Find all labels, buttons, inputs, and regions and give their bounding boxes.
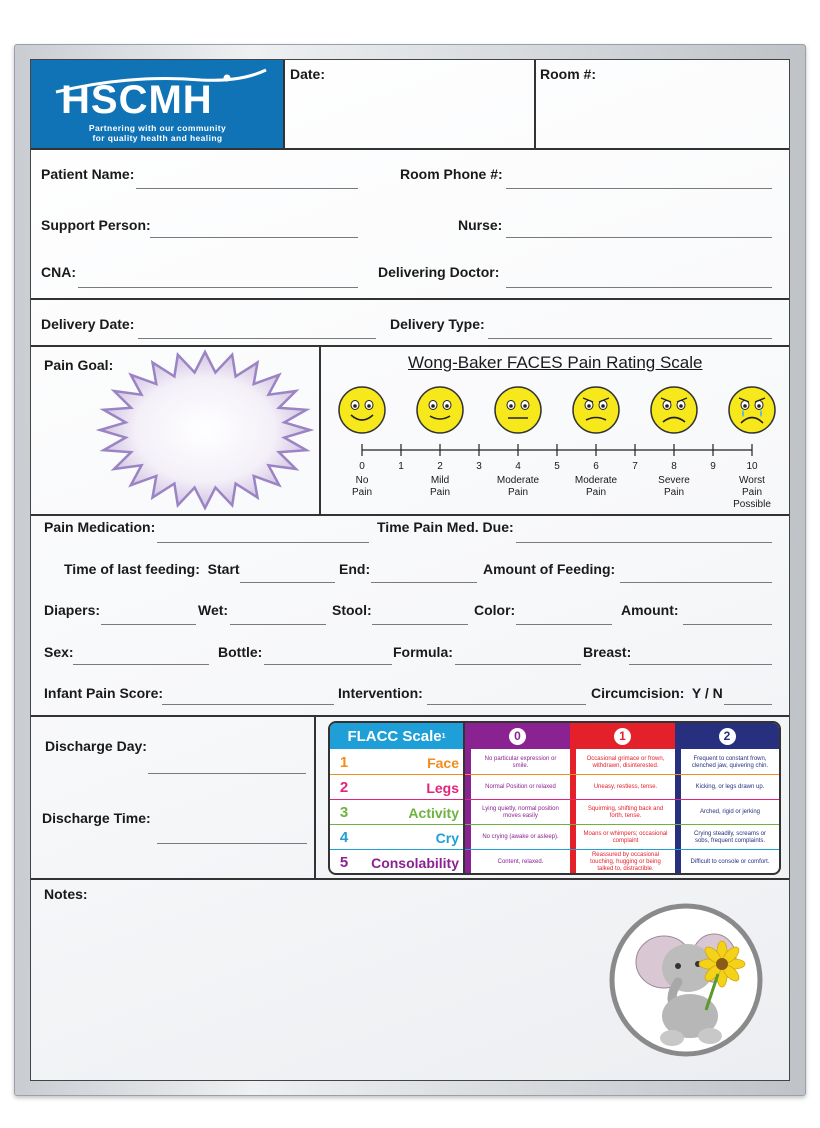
room-phone-label: Room Phone #: <box>400 166 503 182</box>
scale-tick-label: 2 <box>437 461 443 472</box>
elephant-sticker <box>606 900 766 1060</box>
flacc-cell: Moans or whimpers; occasional complaint <box>583 830 668 844</box>
feeding-start-line[interactable] <box>240 582 335 583</box>
flacc-cell: Uneasy, restless, tense. <box>593 784 658 790</box>
sex-label: Sex: <box>44 644 74 660</box>
pain-medication-line[interactable] <box>157 542 369 543</box>
logo-tagline-2: for quality health and healing <box>92 133 223 143</box>
scale-descriptor: Worst Pain Possible <box>733 475 771 510</box>
hscmh-logo <box>31 60 284 148</box>
scale-tick-label: 7 <box>632 461 638 472</box>
scale-tick-label: 10 <box>746 461 758 472</box>
sex-line[interactable] <box>73 664 209 665</box>
intervention-line[interactable] <box>427 704 586 705</box>
amount-feeding-label: Amount of Feeding: <box>483 561 616 577</box>
logo-tagline-1: Partnering with our community <box>88 123 227 133</box>
amount-feeding-line[interactable] <box>620 582 772 583</box>
flacc-col-2: 2 <box>675 723 779 749</box>
discharge-time-label: Discharge Time: <box>42 810 151 826</box>
bottle-label: Bottle: <box>218 644 263 660</box>
flacc-col-0: 0 <box>465 723 570 749</box>
flacc-cell: Occasional grimace or frown, withdrawn, disinterested. <box>586 755 665 769</box>
pain-face-2 <box>415 385 465 435</box>
time-pain-med-due-label: Time Pain Med. Due: <box>377 519 514 535</box>
flacc-cell: Squirming, shifting back and forth, tense. <box>587 805 664 819</box>
pain-face-8 <box>649 385 699 435</box>
pain-face-4 <box>493 385 543 435</box>
flacc-cell: Frequent to constant frown, clenched jaw, quivering chin. <box>691 755 769 769</box>
support-person-label: Support Person: <box>41 217 151 233</box>
nurse-line[interactable] <box>506 237 772 238</box>
flacc-cell: No crying (awake or asleep). <box>482 834 559 840</box>
scale-tick-label: 5 <box>554 461 560 472</box>
scale-tick-label: 6 <box>593 461 599 472</box>
pain-face-0 <box>337 385 387 435</box>
wet-line[interactable] <box>230 624 326 625</box>
wong-baker-title: Wong-Baker FACES Pain Rating Scale <box>408 353 703 372</box>
discharge-day-label: Discharge Day: <box>45 738 147 754</box>
pain-medication-label: Pain Medication: <box>44 519 156 535</box>
pain-face-6 <box>571 385 621 435</box>
scale-descriptor: No Pain <box>351 475 372 498</box>
notes-label: Notes: <box>44 886 88 902</box>
scale-tick-label: 0 <box>359 461 365 472</box>
intervention-label: Intervention: <box>338 685 423 701</box>
flacc-cell: Crying steadily, screams or sobs, frequent complaints. <box>694 830 766 844</box>
wet-label: Wet: <box>198 602 229 618</box>
flacc-row-legs: 2 Legs <box>339 779 459 796</box>
circumcision-label: Circumcision: Y / N <box>591 685 723 701</box>
bottle-line[interactable] <box>264 664 392 665</box>
formula-line[interactable] <box>455 664 581 665</box>
flacc-cell: Reassured by occasional touching, hugging or being talked to, distractible. <box>590 852 661 872</box>
flacc-title: FLACC Scale 1 <box>330 723 463 749</box>
infant-pain-score-label: Infant Pain Score: <box>44 685 164 701</box>
amount-label: Amount: <box>621 602 679 618</box>
flacc-cell: Arched, rigid or jerking <box>699 809 761 815</box>
flacc-cell: Difficult to console or comfort. <box>690 859 770 865</box>
flacc-col-1: 1 <box>570 723 675 749</box>
scale-tick-label: 3 <box>476 461 482 472</box>
discharge-time-line[interactable] <box>157 843 307 844</box>
flacc-scale-table <box>328 721 781 875</box>
feeding-end-label: End: <box>339 561 371 577</box>
stool-line[interactable] <box>372 624 468 625</box>
patient-name-label: Patient Name: <box>41 166 135 182</box>
scale-descriptor: Moderate Pain <box>496 475 540 498</box>
date-label: Date: <box>290 66 326 82</box>
room-phone-line[interactable] <box>506 188 772 189</box>
flacc-cell: No particular expression or smile. <box>484 755 557 769</box>
flacc-row-face: 1 Face <box>339 754 459 771</box>
flacc-cell: Lying quietly, normal position moves easily <box>482 805 559 819</box>
scale-tick-label: 4 <box>515 461 521 472</box>
breast-label: Breast: <box>583 644 632 660</box>
flacc-cell: Kicking, or legs drawn up. <box>695 784 765 790</box>
flacc-row-consolability: 5 Consolability <box>339 854 459 871</box>
diapers-line[interactable] <box>101 624 196 625</box>
pain-goal-label: Pain Goal: <box>44 357 114 373</box>
flacc-row-cry: 4 Cry <box>339 829 459 846</box>
delivering-doctor-line[interactable] <box>506 287 772 288</box>
stool-label: Stool: <box>332 602 372 618</box>
scale-descriptor: Moderate Pain <box>574 475 618 498</box>
color-label: Color: <box>474 602 516 618</box>
pain-goal-starburst[interactable] <box>95 348 315 512</box>
flacc-cell: Normal Position or relaxed <box>485 784 556 790</box>
amount-line[interactable] <box>683 624 772 625</box>
delivery-type-label: Delivery Type: <box>390 316 485 332</box>
feeding-end-line[interactable] <box>371 582 477 583</box>
color-line[interactable] <box>516 624 612 625</box>
circumcision-line[interactable] <box>724 704 772 705</box>
pain-scale-axis <box>350 440 770 460</box>
infant-pain-score-line[interactable] <box>162 704 334 705</box>
delivering-doctor-label: Delivering Doctor: <box>378 264 500 280</box>
breast-line[interactable] <box>629 664 772 665</box>
diapers-label: Diapers: <box>44 602 101 618</box>
scale-descriptor: Mild Pain <box>429 475 450 498</box>
formula-label: Formula: <box>393 644 453 660</box>
delivery-date-label: Delivery Date: <box>41 316 135 332</box>
delivery-type-line[interactable] <box>488 338 772 339</box>
pain-face-10 <box>727 385 777 435</box>
room-label: Room #: <box>540 66 596 82</box>
flacc-cell: Content, relaxed. <box>497 859 544 865</box>
logo-brand: HSCMH <box>61 78 213 122</box>
scale-tick-label: 8 <box>671 461 677 472</box>
scale-tick-label: 9 <box>710 461 716 472</box>
time-last-feeding-label: Time of last feeding: Start <box>64 561 240 577</box>
flacc-row-activity: 3 Activity <box>339 804 459 821</box>
scale-descriptor: Severe Pain <box>658 475 690 498</box>
support-person-line[interactable] <box>150 237 358 238</box>
cna-label: CNA: <box>41 264 76 280</box>
cna-line[interactable] <box>78 287 358 288</box>
scale-tick-label: 1 <box>398 461 404 472</box>
nurse-label: Nurse: <box>458 217 503 233</box>
patient-name-line[interactable] <box>136 188 358 189</box>
discharge-day-line[interactable] <box>148 773 306 774</box>
delivery-date-line[interactable] <box>138 338 376 339</box>
time-pain-med-due-line[interactable] <box>516 542 772 543</box>
